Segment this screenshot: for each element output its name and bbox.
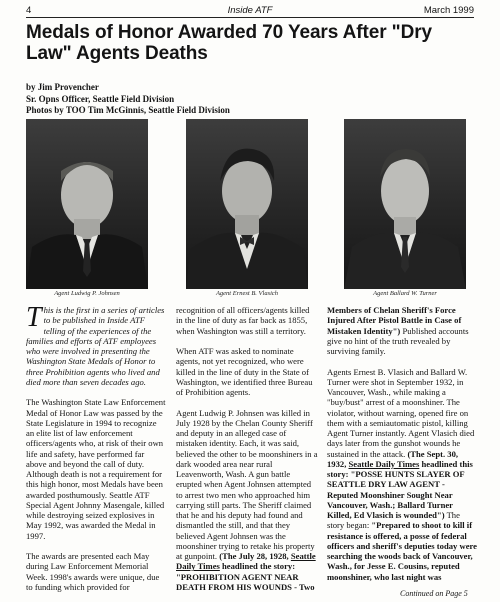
article-headline: Medals of Honor Awarded 70 Years After "Dry Law" Agents Deaths (26, 22, 432, 64)
byline-author-title: Sr. Opns Officer, Seattle Field Division (26, 93, 175, 104)
col2-p3-text: Agent Ludwig P. Johnsen was killed in July 1928 by the Chelan County Sheriff and deputy in an alleged case of mistaken identity. Each, it was said, believed the other to be moonshiners in a dark wooded area near rural Leavenworth, Wash. A gun battle erupted when Agent Johnsen attempted to arrest two men who approached him carrying still parts. The Sheriff claimed that he and his deputy had found and dismantled the still, and that they believed Agent Johnsen was the moonshiner trying to retake his property at gunpoint. (176, 407, 318, 561)
byline (26, 82, 230, 117)
portrait-photo-vlasich (186, 119, 308, 289)
issue-date: March 1999 (423, 5, 474, 16)
drop-cap: T (26, 302, 42, 333)
article-column-2 (176, 305, 318, 602)
col2-p3-bold-b: headlined the story: "PROHIBITION AGENT NEAR DEATH FROM HIS WOUNDS - Two (176, 561, 315, 592)
portrait-photo-turner (344, 119, 466, 289)
article-column-1 (26, 302, 166, 602)
page-number: 4 (26, 5, 32, 16)
col2-paragraph-1: recognition of all officers/agents killed in the line of duty as far back as 1855, when Washington was still a territory. (176, 305, 310, 336)
byline-author: by Jim Provencher (26, 82, 99, 92)
photo-caption-vlasich: Agent Ernest B. Vlasich (215, 290, 279, 297)
col2-paragraph-2: When ATF was asked to nominate agents, not yet recognized, who were killed in the line of duty in the State of Washington, we identified three Bureau of Prohibition agents. (176, 346, 313, 397)
photo-caption-johnsen: Agent Ludwig P. Johnsen (54, 290, 120, 297)
col3-p2-text-a: Agents Ernest B. Vlasich and Ballard W. Turner were shot in September 1932, in Vancouver, Wash., while making a "buy/bust" arrest of a moonshiner. The violator, without warning, opened fire on them with a semiautomatic pistol, killing Agent Turner instantly. Agent Vlasich died days later from the gunshot wounds he sustained in the attack. (327, 366, 475, 459)
col2-paragraph-3 (176, 408, 318, 593)
col3-p2-bold-c: "Prepared to shoot to kill if resistance is offered, a posse of federal officers and sheriff's deputies today were searching the woods back of Vancouver, Wash., for Jesse E. Cousins, reputed moonshiner, who last night was (327, 520, 477, 582)
col3-p1-text: Published accounts give no hint of the truth revealed by surviving family. (327, 325, 469, 356)
col2-p3-newspaper: Seattle Daily Times (176, 551, 316, 572)
col3-p2-bold-a: (The Sept. 30, 1932, (327, 448, 459, 469)
header-rule (26, 17, 474, 18)
publication-name: Inside ATF (227, 5, 273, 16)
col3-paragraph-2 (327, 367, 477, 582)
col1-paragraph-1: The Washington State Law Enforcement Medal of Honor Law was passed by the State Legislature in 1994 to recognize an elite list of law enforcement officers/agents who, at risk of their own life and safety, have performed far above and beyond the call of duty. Although death is not a requirement for this high honor, most Medals have been awarded posthumously. Seattle ATF Special Agent Johnny Masengale, killed while destroying seized explosives in May 1992, was awarded the Medal in 1997. (26, 397, 166, 541)
col3-p2-text-b: The story began: (327, 510, 460, 531)
col3-paragraph-1 (327, 305, 477, 356)
page-header (26, 4, 474, 18)
photo-caption-turner: Agent Ballard W. Turner (373, 290, 437, 297)
col1-paragraph-2: The awards are presented each May during Law Enforcement Memorial Week. 1998's awards were unique, due to funding which provided for (26, 551, 160, 592)
col3-p2-bold-b: headlined this story: "POSSE HUNTS SLAYER OF SEATTLE DRY LAW AGENT - Reputed Moonshiner Sought Near Vancouver, Wash.; Ballard Turner Killed, Ed Vlasich is wounded") (327, 458, 473, 520)
intro-text: his is the first in a series of articles to be published in Inside ATF telling of the experiences of the families and efforts of ATF employees who were involved in presenting the Washington State Medals of Honor to three Prohibition agents who lived and died more than seven decades ago. (26, 305, 165, 387)
col2-p3-bold-a: (The July 28, 1928, (219, 551, 289, 561)
portrait-photo-johnsen (26, 119, 148, 289)
col3-p2-newspaper: Seattle Daily Times (348, 458, 420, 469)
continued-note: Continued on Page 5 (400, 589, 468, 598)
article-column-3 (327, 305, 477, 592)
byline-photo-credit: Photos by TOO Tim McGinnis, Seattle Field Division (26, 105, 230, 115)
intro-paragraph (26, 302, 166, 387)
col3-p1-bold: Members of Chelan Sheriff's Force Injured After Pistol Battle in Case of Mistaken Identity") (327, 305, 462, 336)
